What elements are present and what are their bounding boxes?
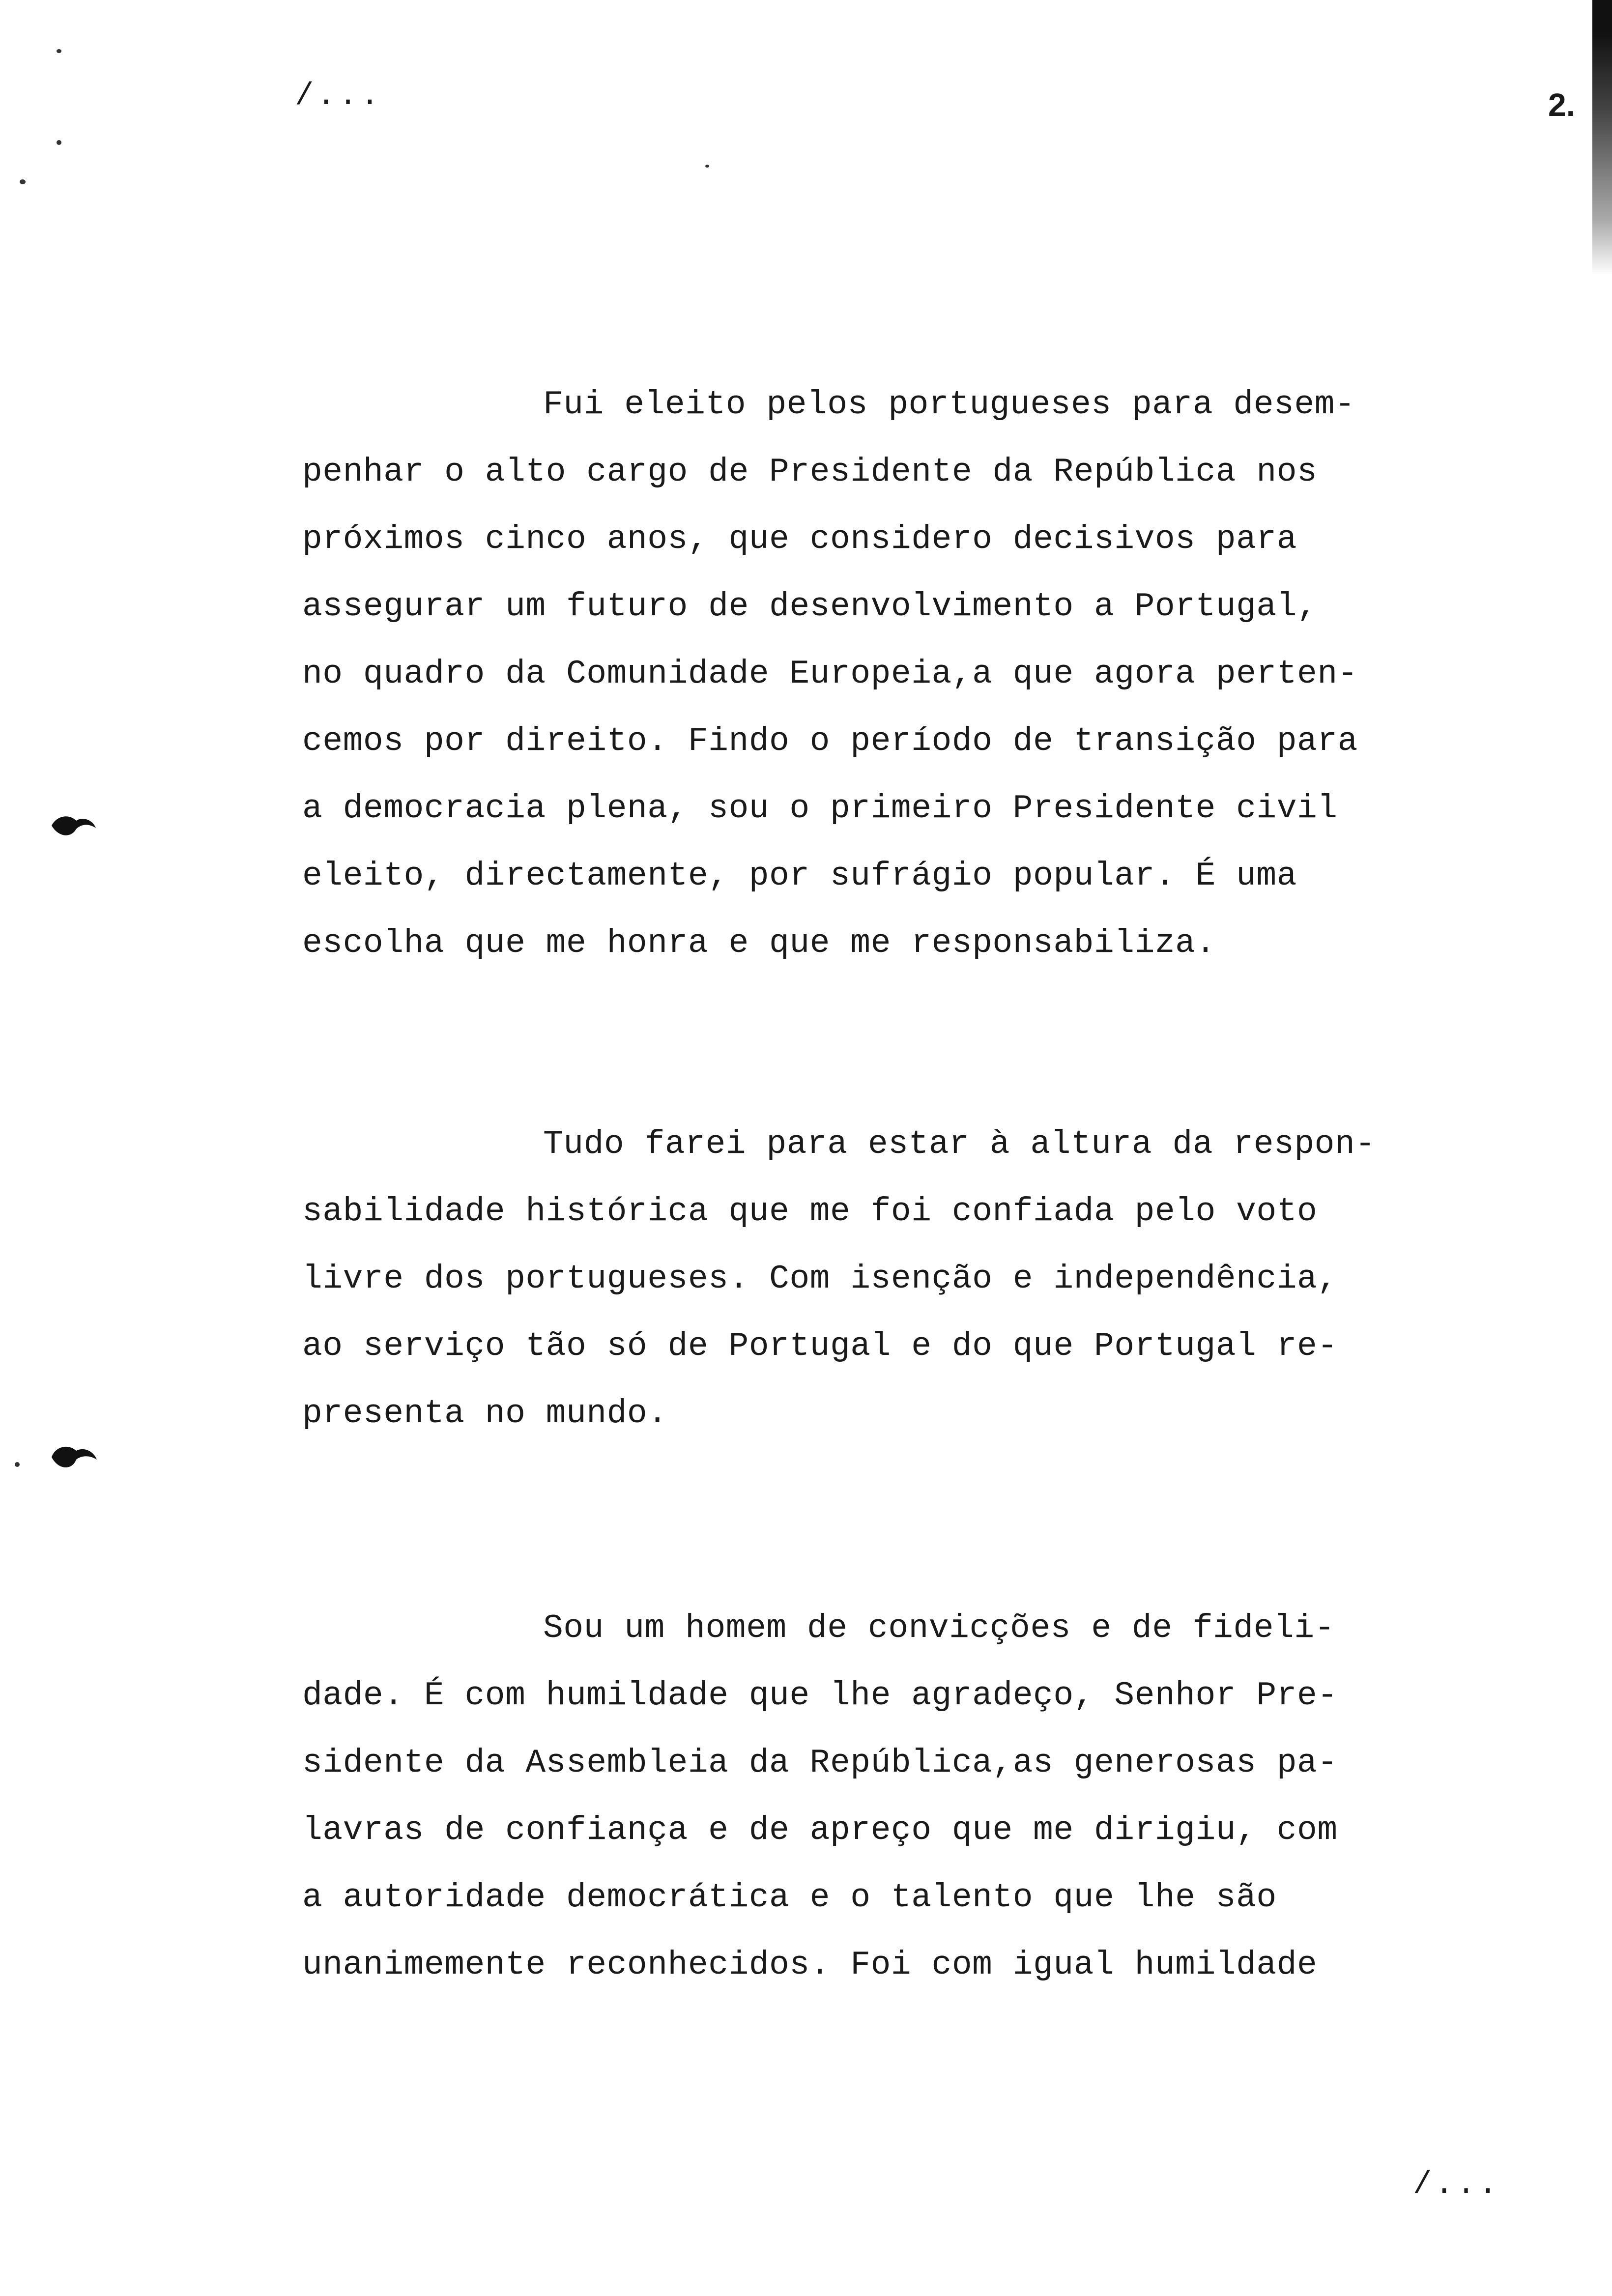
- text-line: a democracia plena, sou o primeiro Presidente civil: [302, 790, 1338, 828]
- text-line: unanimemente reconhecidos. Foi com igual humildade: [302, 1946, 1318, 1984]
- text-line: dade. É com humildade que lhe agradeço, Senhor Pre-: [302, 1677, 1338, 1715]
- text-line: a autoridade democrática e o talento que lhe são: [302, 1879, 1277, 1917]
- text-line: próximos cinco anos, que considero decisivos para: [302, 520, 1297, 558]
- scan-speck: [20, 179, 26, 184]
- paragraph-3: [302, 1595, 1383, 1999]
- punch-hole-mark: [47, 1430, 101, 1484]
- text-line: Fui eleito pelos portugueses para desem-: [543, 386, 1355, 424]
- continuation-marker-bottom: /...: [1413, 2167, 1500, 2203]
- text-line: presenta no mundo.: [302, 1395, 668, 1433]
- text-line: livre dos portugueses. Com isenção e independência,: [302, 1260, 1338, 1298]
- text-line: sidente da Assembleia da República,as generosas pa-: [302, 1744, 1338, 1782]
- scan-speck: [57, 49, 61, 53]
- text-line: assegurar um futuro de desenvolvimento a Portugal,: [302, 588, 1318, 626]
- text-line: Tudo farei para estar à altura da respon-: [543, 1125, 1376, 1163]
- continuation-marker-top: /...: [295, 79, 382, 114]
- paragraph-1: [302, 371, 1383, 977]
- scan-speck: [15, 1462, 20, 1467]
- punch-hole-mark: [47, 799, 101, 853]
- text-line: penhar o alto cargo de Presidente da República nos: [302, 453, 1318, 491]
- scan-edge-shadow: [1592, 0, 1612, 275]
- text-line: escolha que me honra e que me responsabiliza.: [302, 924, 1216, 962]
- text-line: Sou um homem de convicções e de fideli-: [543, 1609, 1335, 1647]
- text-line: sabilidade histórica que me foi confiada pelo voto: [302, 1193, 1318, 1231]
- page-number: 2.: [1548, 86, 1576, 123]
- text-line: no quadro da Comunidade Europeia,a que agora perten-: [302, 655, 1358, 693]
- paragraph-2: [302, 1111, 1383, 1447]
- text-line: ao serviço tão só de Portugal e do que Portugal re-: [302, 1327, 1338, 1365]
- scan-speck: [57, 140, 61, 145]
- scan-speck: [705, 165, 709, 168]
- text-line: lavras de confiança e de apreço que me dirigiu, com: [302, 1811, 1338, 1849]
- text-line: eleito, directamente, por sufrágio popular. É uma: [302, 857, 1297, 895]
- text-line: cemos por direito. Findo o período de transição para: [302, 722, 1358, 760]
